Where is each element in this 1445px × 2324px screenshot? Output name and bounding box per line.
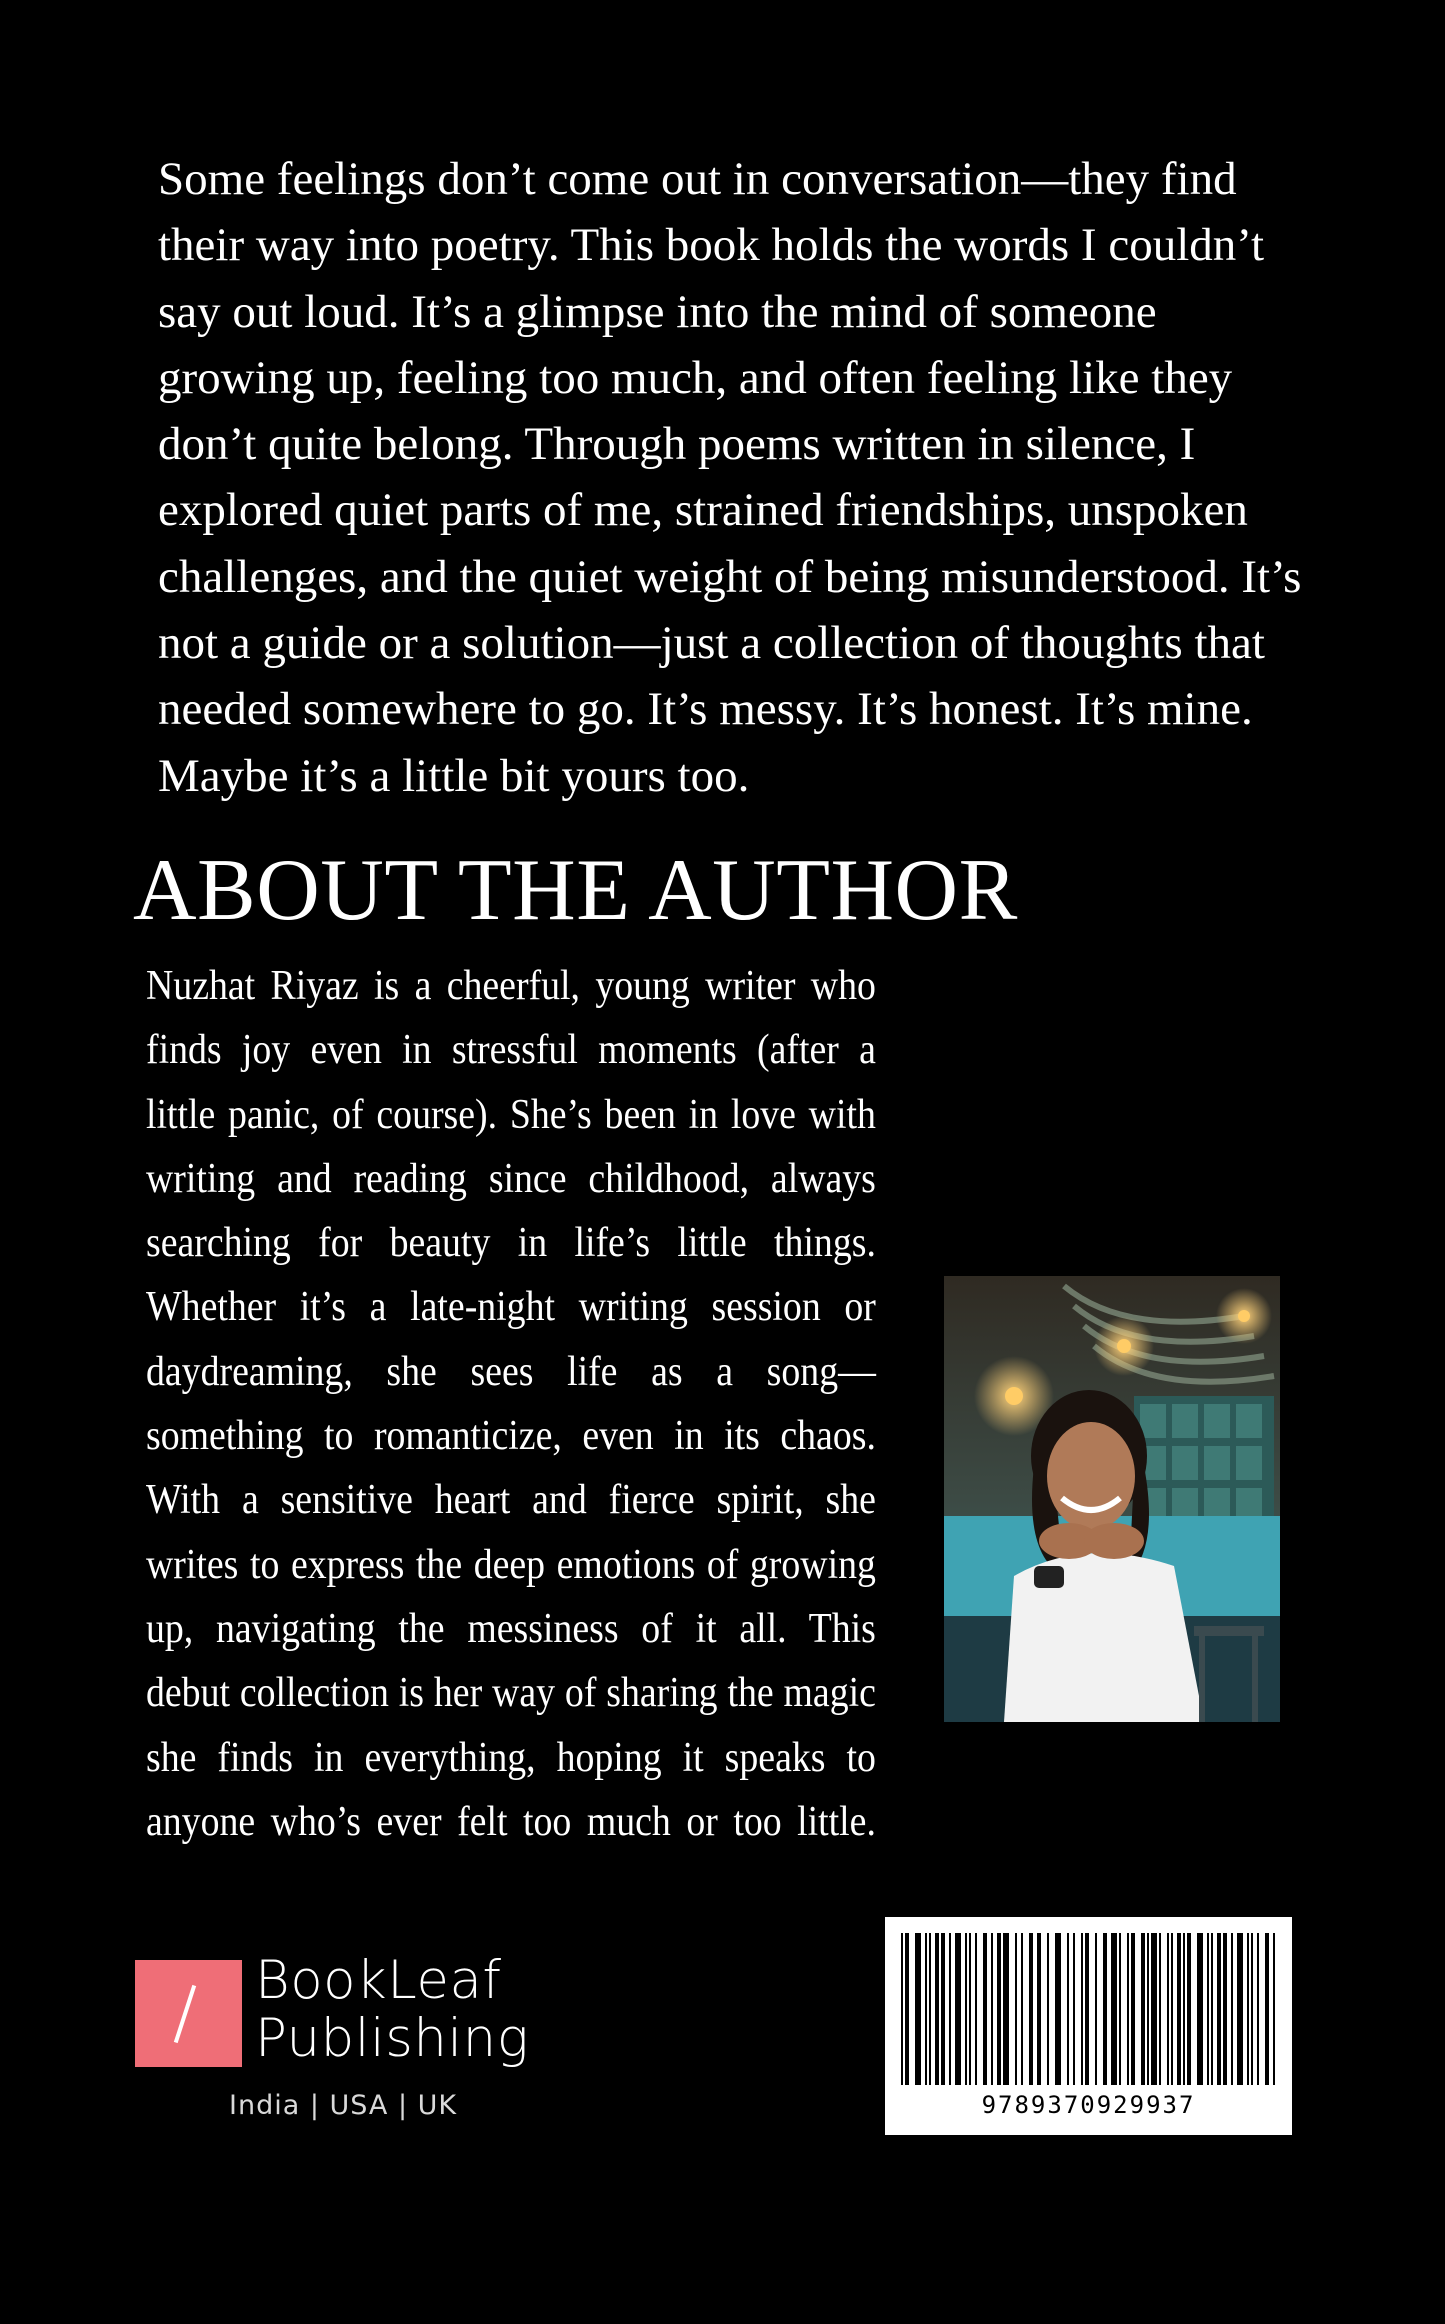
barcode-bar: [1055, 1933, 1061, 2085]
barcode-bar: [1003, 1933, 1009, 2085]
barcode-bar: [941, 1933, 945, 2085]
about-author-heading: ABOUT THE AUTHOR: [133, 842, 1018, 939]
barcode-bar: [1273, 1933, 1275, 2085]
publisher-regions: India | USA | UK: [229, 2090, 458, 2121]
publisher-logo: [135, 1950, 555, 2140]
barcode-bar: [1187, 1933, 1191, 2085]
barcode-bar: [935, 1933, 939, 2085]
barcode-bar: [1231, 1933, 1233, 2085]
barcode-bar: [1111, 1933, 1117, 2085]
barcode-bar: [1171, 1933, 1173, 2085]
barcode-bar: [1131, 1933, 1135, 2085]
barcode-bar: [1067, 1933, 1069, 2085]
barcode-bar: [983, 1933, 987, 2085]
barcode-bar: [949, 1933, 951, 2085]
barcode-bar: [1257, 1933, 1259, 2085]
barcode-bar: [929, 1933, 931, 2085]
barcode-bar: [955, 1933, 961, 2085]
barcode-bar: [1081, 1933, 1083, 2085]
barcode-bar: [1159, 1933, 1161, 2085]
barcode-bar: [901, 1933, 903, 2085]
author-bio: Nuzhat Riyaz is a cheerful, young writer who finds joy even in stressful moments (after a little panic, of course). She’s been in love with writing and reading since childhood, always searching for beauty in life’s little things. Whether it’s a late-night writing session or daydreaming, she sees life as a song—something to romanticize, even in its chaos. With a sensitive heart and fierce spirit, she writes to express the deep emotions of growing up, navigating the messiness of it all. This debut collection is her way of sharing the magic she finds in everything, hoping it speaks to anyone who’s ever felt too much or too little.: [146, 963, 876, 1845]
publisher-name-line1: BookLeaf: [255, 1950, 502, 2011]
barcode-bar: [1103, 1933, 1107, 2085]
isbn-barcode: [885, 1917, 1292, 2135]
barcode-bar: [1073, 1933, 1075, 2085]
author-photo: [944, 1276, 1280, 1722]
barcode-bar: [1029, 1933, 1033, 2085]
barcode-bar: [969, 1933, 971, 2085]
slash-icon: [174, 1985, 196, 2043]
barcode-bar: [915, 1933, 921, 2085]
publisher-name: [255, 1952, 529, 2068]
barcode-bar: [1021, 1933, 1023, 2085]
barcode-bar: [965, 1933, 967, 2085]
barcode-bar: [1217, 1933, 1221, 2085]
barcode-bar: [1197, 1933, 1203, 2085]
barcode-bar: [905, 1933, 909, 2085]
barcode-bar: [1085, 1933, 1089, 2085]
barcode-bars: [885, 1917, 1292, 2092]
barcode-bar: [1183, 1933, 1185, 2085]
barcode-bar: [1247, 1933, 1249, 2085]
barcode-bar: [1037, 1933, 1041, 2085]
isbn-number: 9789370929937: [981, 2091, 1196, 2119]
publisher-name-line2: Publishing: [255, 2008, 530, 2069]
barcode-bar: [997, 1933, 1001, 2085]
barcode-bar: [991, 1933, 993, 2085]
book-blurb: Some feelings don’t come out in conversation—they find their way into poetry. This book holds the words I couldn’t say out loud. It’s a glimpse into the mind of someone growing up, feeling too much, and often feeling like they don’t quite belong. Through poems written in silence, I explored quiet parts of me, strained friendships, unspoken challenges, and the quiet weight of being misunderstood. It’s not a guide or a solution—just a collection of thoughts that needed somewhere to go. It’s messy. It’s honest. It’s mine. Maybe it’s a little bit yours too.: [158, 153, 1302, 802]
barcode-bar: [1147, 1933, 1149, 2085]
barcode-bar: [1265, 1933, 1269, 2085]
publisher-mark: [135, 1960, 242, 2067]
barcode-bar: [1095, 1933, 1097, 2085]
barcode-bar: [1047, 1933, 1049, 2085]
barcode-bar: [1211, 1933, 1213, 2085]
barcode-bar: [1151, 1933, 1157, 2085]
barcode-bar: [975, 1933, 977, 2085]
barcode-bar: [1223, 1933, 1227, 2085]
barcode-bar: [925, 1933, 927, 2085]
barcode-bar: [1141, 1933, 1145, 2085]
barcode-bar: [1119, 1933, 1121, 2085]
barcode-bar: [1167, 1933, 1169, 2085]
barcode-bar: [1127, 1933, 1129, 2085]
barcode-bar: [1177, 1933, 1181, 2085]
barcode-bar: [1015, 1933, 1017, 2085]
barcode-bar: [1207, 1933, 1209, 2085]
barcode-bar: [1251, 1933, 1253, 2085]
barcode-bar: [1237, 1933, 1243, 2085]
